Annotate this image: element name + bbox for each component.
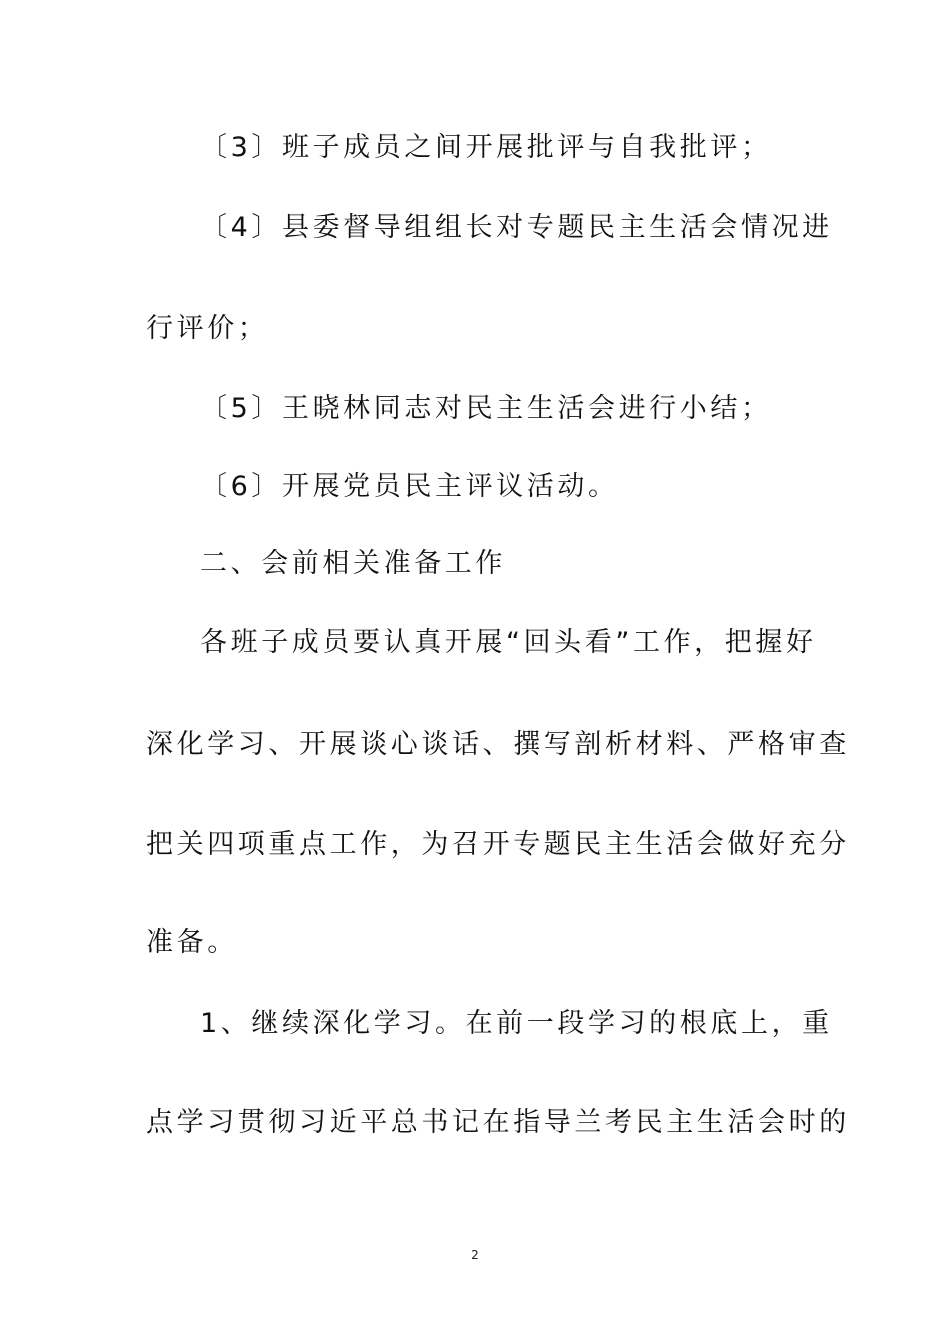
paragraph-line: 准备。: [146, 927, 238, 958]
paragraph-line: 把关四项重点工作，为召开专题民主生活会做好充分: [146, 829, 850, 860]
page-number: 2: [471, 1248, 479, 1262]
paragraph-line: 各班子成员要认真开展“回头看”工作，把握好: [200, 627, 817, 658]
list-item-5: 〔5〕王晓林同志对民主生活会进行小结；: [200, 393, 772, 424]
list-item-4-line-1: 〔4〕县委督导组组长对专题民主生活会情况进: [200, 212, 833, 243]
list-item-3: 〔3〕班子成员之间开展批评与自我批评；: [200, 132, 772, 163]
paragraph-line: 1、继续深化学习。在前一段学习的根底上，重: [200, 1008, 833, 1039]
list-item-6: 〔6〕开展党员民主评议活动。: [200, 471, 619, 502]
paragraph-line: 点学习贯彻习近平总书记在指导兰考民主生活会时的: [146, 1107, 850, 1138]
list-item-4-line-2: 行评价；: [146, 313, 269, 344]
paragraph-line: 深化学习、开展谈心谈话、撰写剖析材料、严格审查: [146, 729, 850, 760]
section-heading: 二、会前相关准备工作: [200, 548, 506, 579]
